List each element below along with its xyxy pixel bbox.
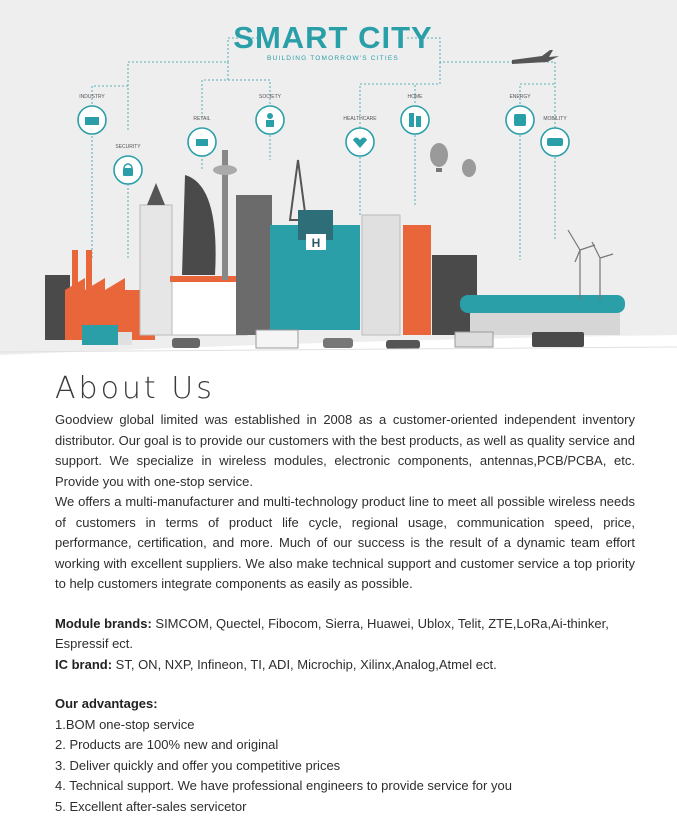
about-paragraph-1: Goodview global limited was established in 2008 as a customer-oriented independent inventory distributor. Our goal is to provide our customers with the best products, as well as quality service and support. We specialize in wireless modules, electronic components, antennas,PCB/PCBA, etc. Provide you with one-stop service.	[55, 412, 635, 489]
list-item: 5. Excellent after-sales servicetor	[55, 798, 247, 814]
svg-text:HEALTHCARE: HEALTHCARE	[343, 116, 377, 122]
svg-text:HOME: HOME	[407, 94, 423, 100]
home-icon	[401, 106, 429, 134]
brands-block	[55, 614, 635, 676]
ic-brands-value: ST, ON, NXP, Infineon, TI, ADI, Microchip, Xilinx,Analog,Atmel ect.	[112, 656, 497, 672]
about-section	[55, 372, 635, 817]
module-brands-value: SIMCOM, Quectel, Fibocom, Sierra, Huawei, Ublox, Telit, ZTE,LoRa,Ai-thinker, Espressif ect.	[55, 615, 609, 651]
about-title: About Us	[55, 371, 215, 406]
list-item: 4. Technical support. We have professional engineers to provide service for you	[55, 778, 512, 793]
svg-text:RETAIL: RETAIL	[193, 116, 211, 122]
svg-text:SOCIETY: SOCIETY	[259, 94, 281, 100]
hero-title: SMART CITY	[233, 20, 433, 55]
ic-brands-label: IC brand:	[55, 656, 113, 672]
svg-text:INDUSTRY: INDUSTRY	[79, 94, 105, 100]
about-paragraph-2: We offers a multi-manufacturer and multi-technology product line to meet all possible wireless needs of customers in terms of product life cycle, regional usage, communication speed, price, performance, certification, and more. Much of our success is the result of a dynamic team effort working with excellent suppliers. We also make technical support and customer service a top priority to help customers integrate components as easily as possible.	[55, 494, 635, 591]
list-item: 3. Deliver quickly and offer you competitive prices	[55, 757, 341, 773]
svg-text:H: H	[311, 236, 321, 250]
ic-brands	[55, 655, 635, 676]
advantages-block	[55, 694, 635, 817]
advantages-list	[55, 715, 635, 818]
list-item: 2. Products are 100% new and original	[55, 737, 279, 752]
svg-text:MOBILITY: MOBILITY	[543, 116, 567, 122]
hero-subtitle: BUILDING TOMORROW'S CITIES	[267, 55, 399, 62]
svg-text:ENERGY: ENERGY	[509, 94, 531, 100]
module-brands-label: Module brands:	[55, 615, 152, 631]
smart-city-illustration	[0, 0, 677, 365]
smart-city-banner	[0, 0, 677, 365]
list-item: 1.BOM one-stop service	[55, 716, 195, 732]
module-brands	[55, 614, 635, 655]
advantages-title: Our advantages:	[55, 696, 158, 711]
svg-text:SECURITY: SECURITY	[115, 144, 141, 150]
